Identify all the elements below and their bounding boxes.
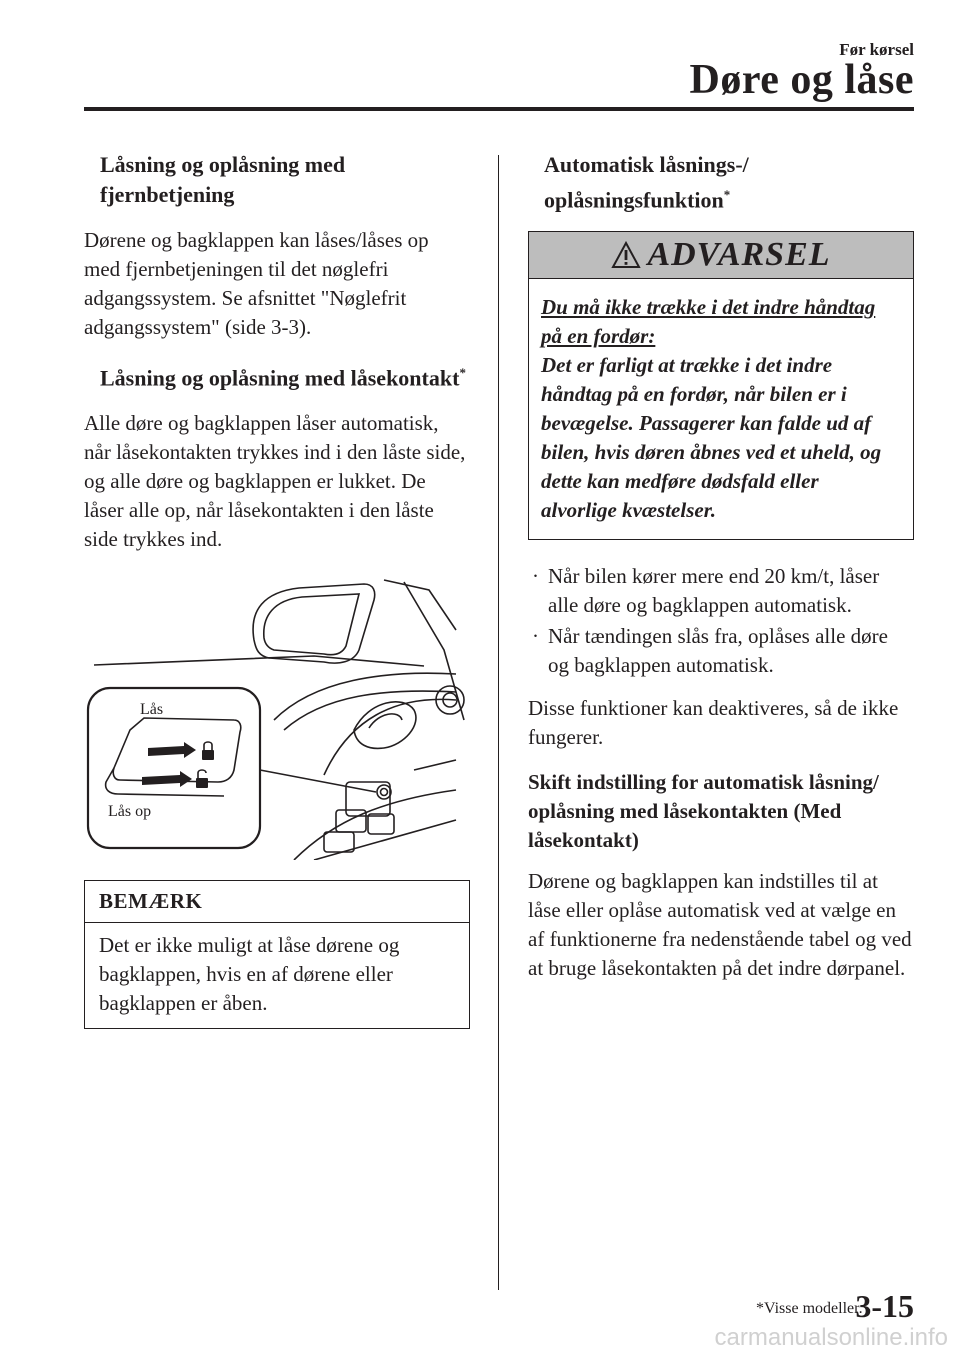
paragraph-remote-locking: Dørene og bagklappen kan låses/låses op med fjernbetjeningen til det nøglefri adgangssystem. Se afsnittet "Nøglefrit adgangssystem" (side 3-3). xyxy=(84,228,429,339)
unlock-label: Lås op xyxy=(108,803,152,821)
header-rule xyxy=(84,107,914,111)
note-box xyxy=(84,880,470,1029)
paragraph-change-setting: Dørene og bagklappen kan indstilles til at låse eller oplåse automatisk ved at vælge en af funktionerne fra nedenstående tabel og ved at bruge låsekontakten på det indre dørpanel. xyxy=(528,869,912,981)
warning-box xyxy=(528,231,914,540)
door-lock-switch-figure xyxy=(84,570,470,860)
bullet-list xyxy=(528,562,914,680)
heading-auto-locking: Automatisk låsnings-/ oplåsningsfunktion* xyxy=(544,152,749,213)
list-item: · Når tændingen slås fra, oplåses alle døre og bagklappen automatisk. xyxy=(532,624,888,678)
paragraph-lock-switch: Alle døre og bagklappen låser automatisk, når låsekontakten trykkes ind i den låste side, og alle døre og bagklappen er lukket. De låser alle op, når låsekontakten i den låste side trykkes ind. xyxy=(84,411,466,552)
mirror-glass xyxy=(264,594,359,655)
left-column xyxy=(84,150,470,1029)
page-number: 3-15 xyxy=(855,1288,914,1324)
heading-lock-switch: Låsning og oplåsning med låsekontakt* xyxy=(100,365,466,391)
lock-switch xyxy=(377,785,391,799)
unlocked-padlock-icon xyxy=(196,778,208,788)
page-title: Døre og låse xyxy=(689,57,914,103)
paragraph-deactivate: Disse funktioner kan deaktiveres, så de ikke fungerer. xyxy=(528,696,899,750)
warning-triangle-icon xyxy=(611,241,641,269)
model-mark: * xyxy=(723,187,731,202)
footnote: *Visse modeller. xyxy=(756,1300,863,1317)
locked-padlock-icon xyxy=(202,750,214,760)
header-section-label: Før kørsel xyxy=(839,40,914,59)
model-mark: * xyxy=(459,365,466,380)
leader-line xyxy=(260,770,376,792)
note-heading: BEMÆRK xyxy=(85,881,469,923)
note-body: Det er ikke muligt at låse dørene og bagklappen, hvis en af dørene eller bagklappen er åben. xyxy=(99,933,400,1016)
column-divider xyxy=(498,155,499,1290)
warning-lead: Du må ikke trække i det indre håndtag på en fordør: xyxy=(541,295,876,349)
warning-title: ADVARSEL xyxy=(647,236,831,274)
right-column xyxy=(528,150,914,999)
door-handle xyxy=(354,702,416,749)
warning-header xyxy=(529,232,913,279)
door-illustration xyxy=(84,570,470,860)
watermark: carmanualsonline.info xyxy=(714,1324,948,1351)
lock-label: Lås xyxy=(140,701,164,719)
heading-remote-locking: Låsning og oplåsning med fjernbetjening xyxy=(100,152,346,207)
warning-text: Det er farligt at trække i det indre håndtag på en fordør, når bilen er i bevægelse. Passagerer kan falde ud af bilen, hvis døren åbnes ved et uheld, og dette kan medføre dødsfald eller alvorlige kvæstelser. xyxy=(541,353,882,523)
subheading-change-setting: Skift indstilling for automatisk låsning/ oplåsning med låsekontakten (Med låsekontakt) xyxy=(528,770,879,853)
warning-body xyxy=(529,279,913,539)
list-item: · Når bilen kører mere end 20 km/t, låser alle døre og bagklappen automatisk. xyxy=(532,564,880,618)
